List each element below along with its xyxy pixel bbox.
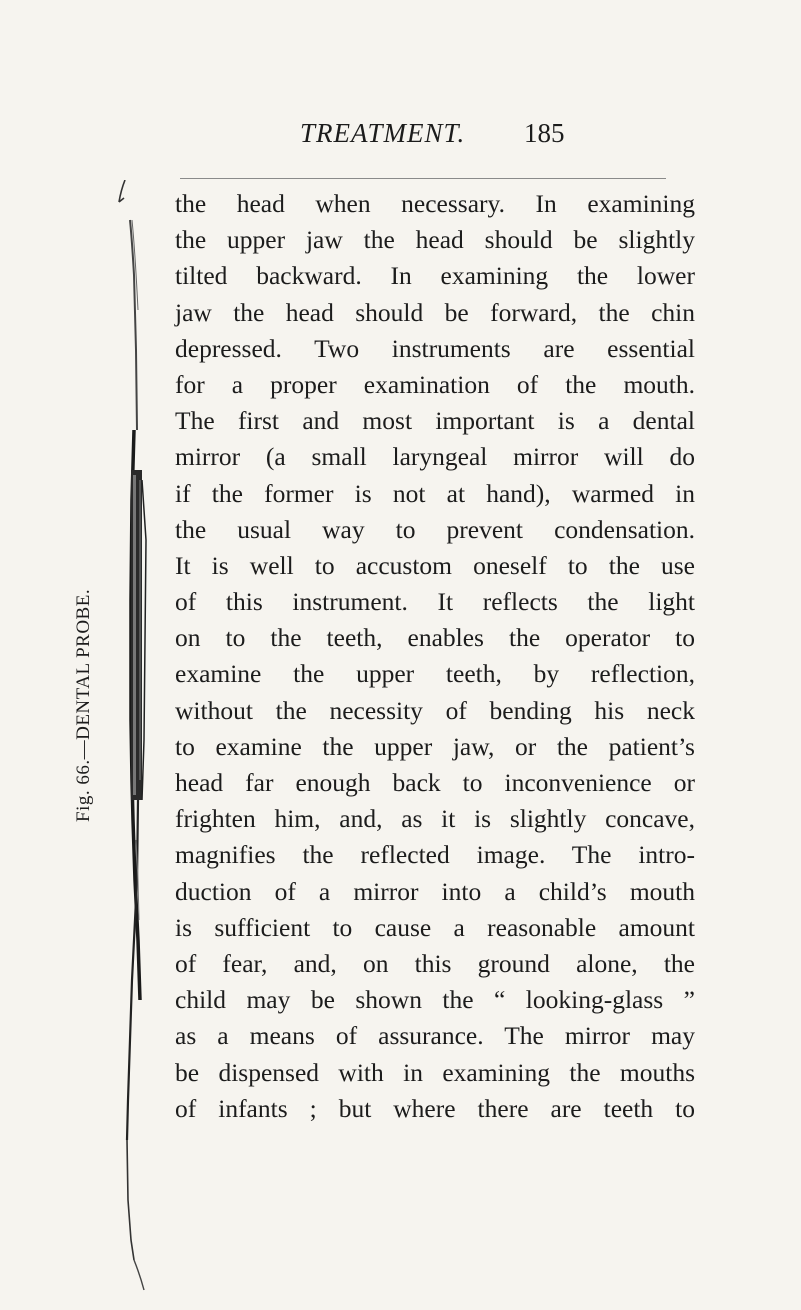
text-line: of this instrument. It reflects the light	[175, 587, 695, 617]
running-head	[0, 118, 801, 158]
text-line: is sufficient to cause a reasonable amount	[175, 912, 695, 942]
body-text	[175, 186, 695, 1127]
text-line: It is well to accustom oneself to the use	[175, 550, 695, 580]
text-line: of infants ; but where there are teeth to	[175, 1093, 695, 1123]
text-line: frighten him, and, as it is slightly concave,	[175, 804, 695, 834]
figure-caption: Fig. 66.—DENTAL PROBE.	[73, 588, 94, 822]
text-line: magnifies the reflected image. The intro-	[175, 840, 695, 870]
dental-probe-illustration	[118, 180, 158, 1305]
text-line: be dispensed with in examining the mouths	[175, 1057, 695, 1087]
text-line: tilted backward. In examining the lower	[175, 261, 695, 291]
text-line: duction of a mirror into a child’s mouth	[175, 876, 695, 906]
text-line: the usual way to prevent condensation.	[175, 514, 695, 544]
running-title: TREATMENT.	[300, 118, 466, 148]
text-line: of fear, and, on this ground alone, the	[175, 948, 695, 978]
text-line: as a means of assurance. The mirror may	[175, 1021, 695, 1051]
text-line: examine the upper teeth, by reflection,	[175, 659, 695, 689]
text-line: without the necessity of bending his neck	[175, 695, 695, 725]
text-line: for a proper examination of the mouth.	[175, 369, 695, 399]
text-line: to examine the upper jaw, or the patient’s	[175, 731, 695, 761]
text-line: The first and most important is a dental	[175, 406, 695, 436]
text-line: depressed. Two instruments are essential	[175, 333, 695, 363]
text-line: head far enough back to inconvenience or	[175, 768, 695, 797]
text-line: if the former is not at hand), warmed in	[175, 478, 695, 508]
text-line: the head when necessary. In examining	[175, 189, 695, 218]
text-line: on to the teeth, enables the operator to	[175, 623, 695, 653]
text-line: the upper jaw the head should be slightly	[175, 225, 695, 255]
page-number: 185	[524, 118, 565, 148]
text-line: child may be shown the “ looking-glass ”	[175, 985, 695, 1015]
text-line: jaw the head should be forward, the chin	[175, 297, 695, 327]
header-rule	[180, 178, 666, 179]
text-line: mirror (a small laryngeal mirror will do	[175, 442, 695, 472]
